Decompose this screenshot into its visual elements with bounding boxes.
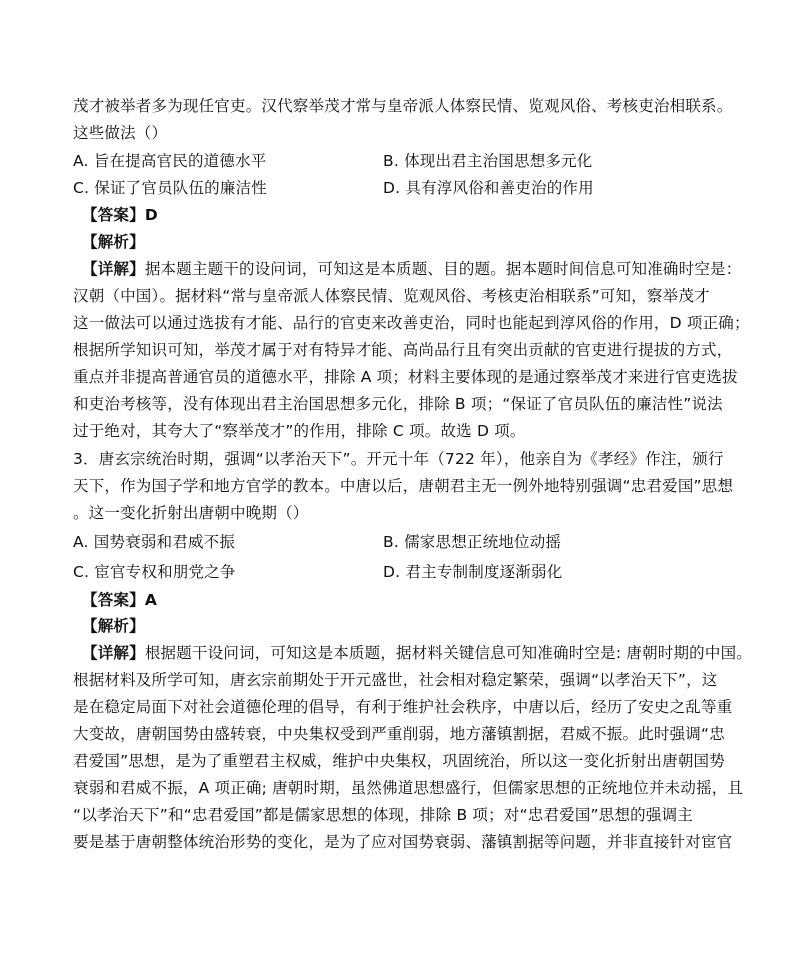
q3-stem-line: 3．唐玄宗统治时期，强调“以孝治天下”。开元十年（722 年），他亲自为《孝经》作注，颁行 [73,450,724,468]
q3-option-c: C. 宦官专权和朋党之争 [73,563,236,581]
q2-option-d: D. 具有淳风俗和善吏治的作用 [383,179,594,197]
detail-tag: 【详解】 [82,644,145,662]
detail-tag: 【详解】 [82,260,145,278]
q3-detail-line: 是在稳定局面下对社会道德伦理的倡导，有利于维护社会秩序，中唐以后，经历了安史之乱等重 [73,698,733,716]
q3-answer [82,590,157,610]
q3-analysis-tag: 【解析】 [82,617,145,635]
detail-text: 据本题主题干的设问词，可知这是本质题、目的题。据本题时间信息可知准确时空是： [144,260,742,278]
q2-detail-line: 汉朝（中国）。据材料“常与皇帝派人体察民情、览观风俗、考核吏治相联系”可知，察举茂才 [73,287,710,305]
q3-option-b: B. 儒家思想正统地位动摇 [383,533,562,551]
answer-value: A [144,591,158,609]
q3-option-a: A. 国势衰弱和君威不振 [73,533,236,551]
q3-detail-line [82,643,752,663]
q3-option-d: D. 君主专制制度逐渐弱化 [383,563,563,581]
q2-option-c: C. 保证了官员队伍的廉洁性 [73,179,267,197]
q2-detail-line: 根据所学知识可知，举茂才属于对有特异才能、高尚品行且有突出贡献的官吏进行提拔的方式， [73,341,733,359]
q3-stem-line: 天下，作为国子学和地方官学的教本。中唐以后，唐朝君主无一例外地特别强调“忠君爱国”思想 [73,477,734,495]
q2-analysis-tag: 【解析】 [82,233,145,251]
q2-detail-line [82,259,741,279]
q2-detail-line: 和吏治考核等，没有体现出君主治国思想多元化，排除 B 项；“保证了官员队伍的廉洁性”说法 [73,395,723,413]
q3-detail-line: 要是基于唐朝整体统治形势的变化，是为了应对国势衰弱、藩镇割据等问题，并非直接针对宦官 [73,833,733,851]
q2-stem-line: 茂才被举者多为现任官吏。汉代察举茂才常与皇帝派人体察民情、览观风俗、考核吏治相联系。 [73,97,733,115]
answer-tag: 【答案】 [82,206,145,224]
q3-detail-line: 根据材料及所学可知，唐玄宗前期处于开元盛世，社会相对稳定繁荣，强调“以孝治天下”，这 [73,671,718,689]
q3-detail-line: “以孝治天下”和“忠君爱国”都是儒家思想的体现，排除 B 项；对“忠君爱国”思想的强调主 [73,806,693,824]
detail-text: 根据题干设问词，可知这是本质题，据材料关键信息可知准确时空是: 唐朝时期的中国。 [144,644,752,662]
q2-stem-line: 这些做法（） [73,124,168,142]
answer-value: D [144,206,158,224]
q3-detail-line: 衰弱和君威不振，A 项正确; 唐朝时期，虽然佛道思想盛行，但儒家思想的正统地位并未动摇，且 [73,779,744,797]
q2-option-b: B. 体现出君主治国思想多元化 [383,152,593,170]
q2-detail-line: 过于绝对，其夸大了“察举茂才”的作用，排除 C 项。故选 D 项。 [73,422,526,440]
q2-detail-line: 重点并非提高普通官员的道德水平，排除 A 项；材料主要体现的是通过察举茂才来进行官吏选拔 [73,368,738,386]
q3-detail-line: 君爱国”思想，是为了重塑君主权威，维护中央集权，巩固统治，所以这一变化折射出唐朝国势 [73,752,725,770]
q3-stem-line: 。这一变化折射出唐朝中晚期（） [73,504,309,522]
q2-option-a: A. 旨在提高官民的道德水平 [73,152,267,170]
q2-detail-line: 这一做法可以通过选拔有才能、品行的官吏来改善吏治，同时也能起到淳风俗的作用，D 项正确； [73,314,750,332]
answer-tag: 【答案】 [82,591,145,609]
q2-answer [82,205,158,225]
q3-detail-line: 大变故，唐朝国势由盛转衰，中央集权受到严重削弱，地方藩镇割据，君威不振。此时强调“忠 [73,725,725,743]
